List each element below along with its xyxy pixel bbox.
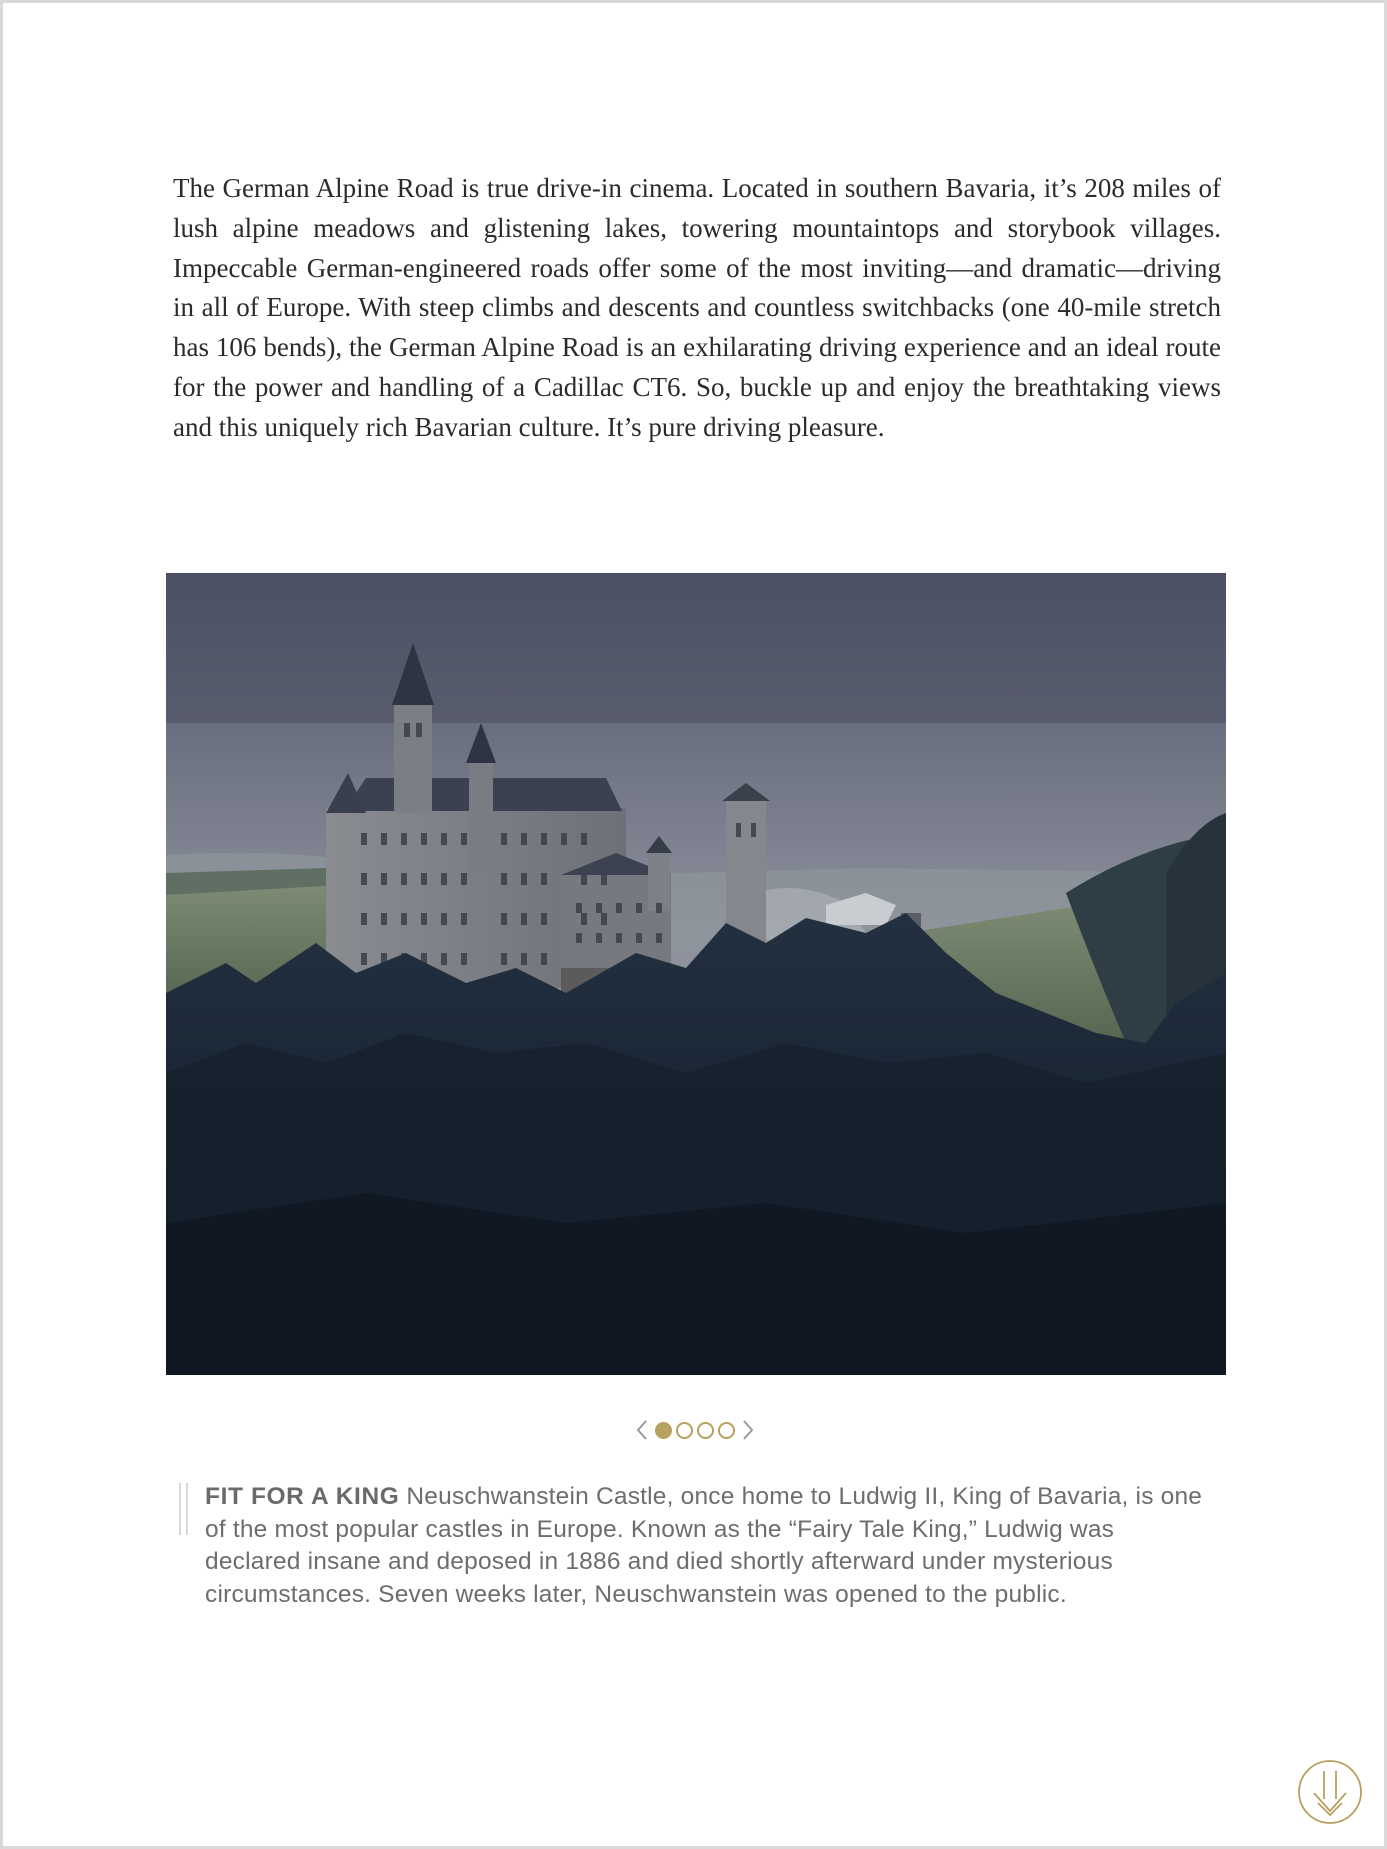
castle-photo <box>166 573 1226 1375</box>
pager-dot-1[interactable] <box>655 1422 672 1439</box>
photo-caption <box>205 1481 1205 1611</box>
intro-paragraph: The German Alpine Road is true drive-in cinema. Located in southern Bavaria, it’s 208 miles of lush alpine meadows and glistening lakes, towering mountaintops and storybook villages. Impeccable German-engineered roads offer some of the most inviting—and dramatic—driving in all of Europe. With steep climbs and descents and countless switchbacks (one 40-mile stretch has 106 bends), the German Alpine Road is an exhilarating driving experience and an ideal route for the power and handling of a Cadillac CT6. So, buckle up and enjoy the breathtaking views and this uniquely rich Bavarian culture. It’s pure driving pleasure. <box>173 173 1221 442</box>
caption-body: Neuschwanstein Castle, once home to Ludwig II, King of Bavaria, is one of the most popular castles in Europe. Known as the “Fairy Tale King,” Ludwig was declared insane and deposed in 1886 and died shortly afterward under mysterious circumstances. Seven weeks later, Neuschwanstein was opened to the public. <box>205 1483 1203 1608</box>
scroll-down-button[interactable] <box>1297 1759 1363 1825</box>
chevron-right-icon[interactable] <box>739 1417 757 1443</box>
caption-rule <box>179 1483 188 1535</box>
arrow-down-circle-icon <box>1297 1759 1363 1825</box>
gallery-pager <box>633 1417 757 1443</box>
pager-dot-2[interactable] <box>676 1422 693 1439</box>
article-page <box>3 3 1384 1846</box>
pager-dot-3[interactable] <box>697 1422 714 1439</box>
chevron-left-icon[interactable] <box>633 1417 651 1443</box>
pager-dot-4[interactable] <box>718 1422 735 1439</box>
caption-heading: FIT FOR A KING <box>205 1483 400 1510</box>
